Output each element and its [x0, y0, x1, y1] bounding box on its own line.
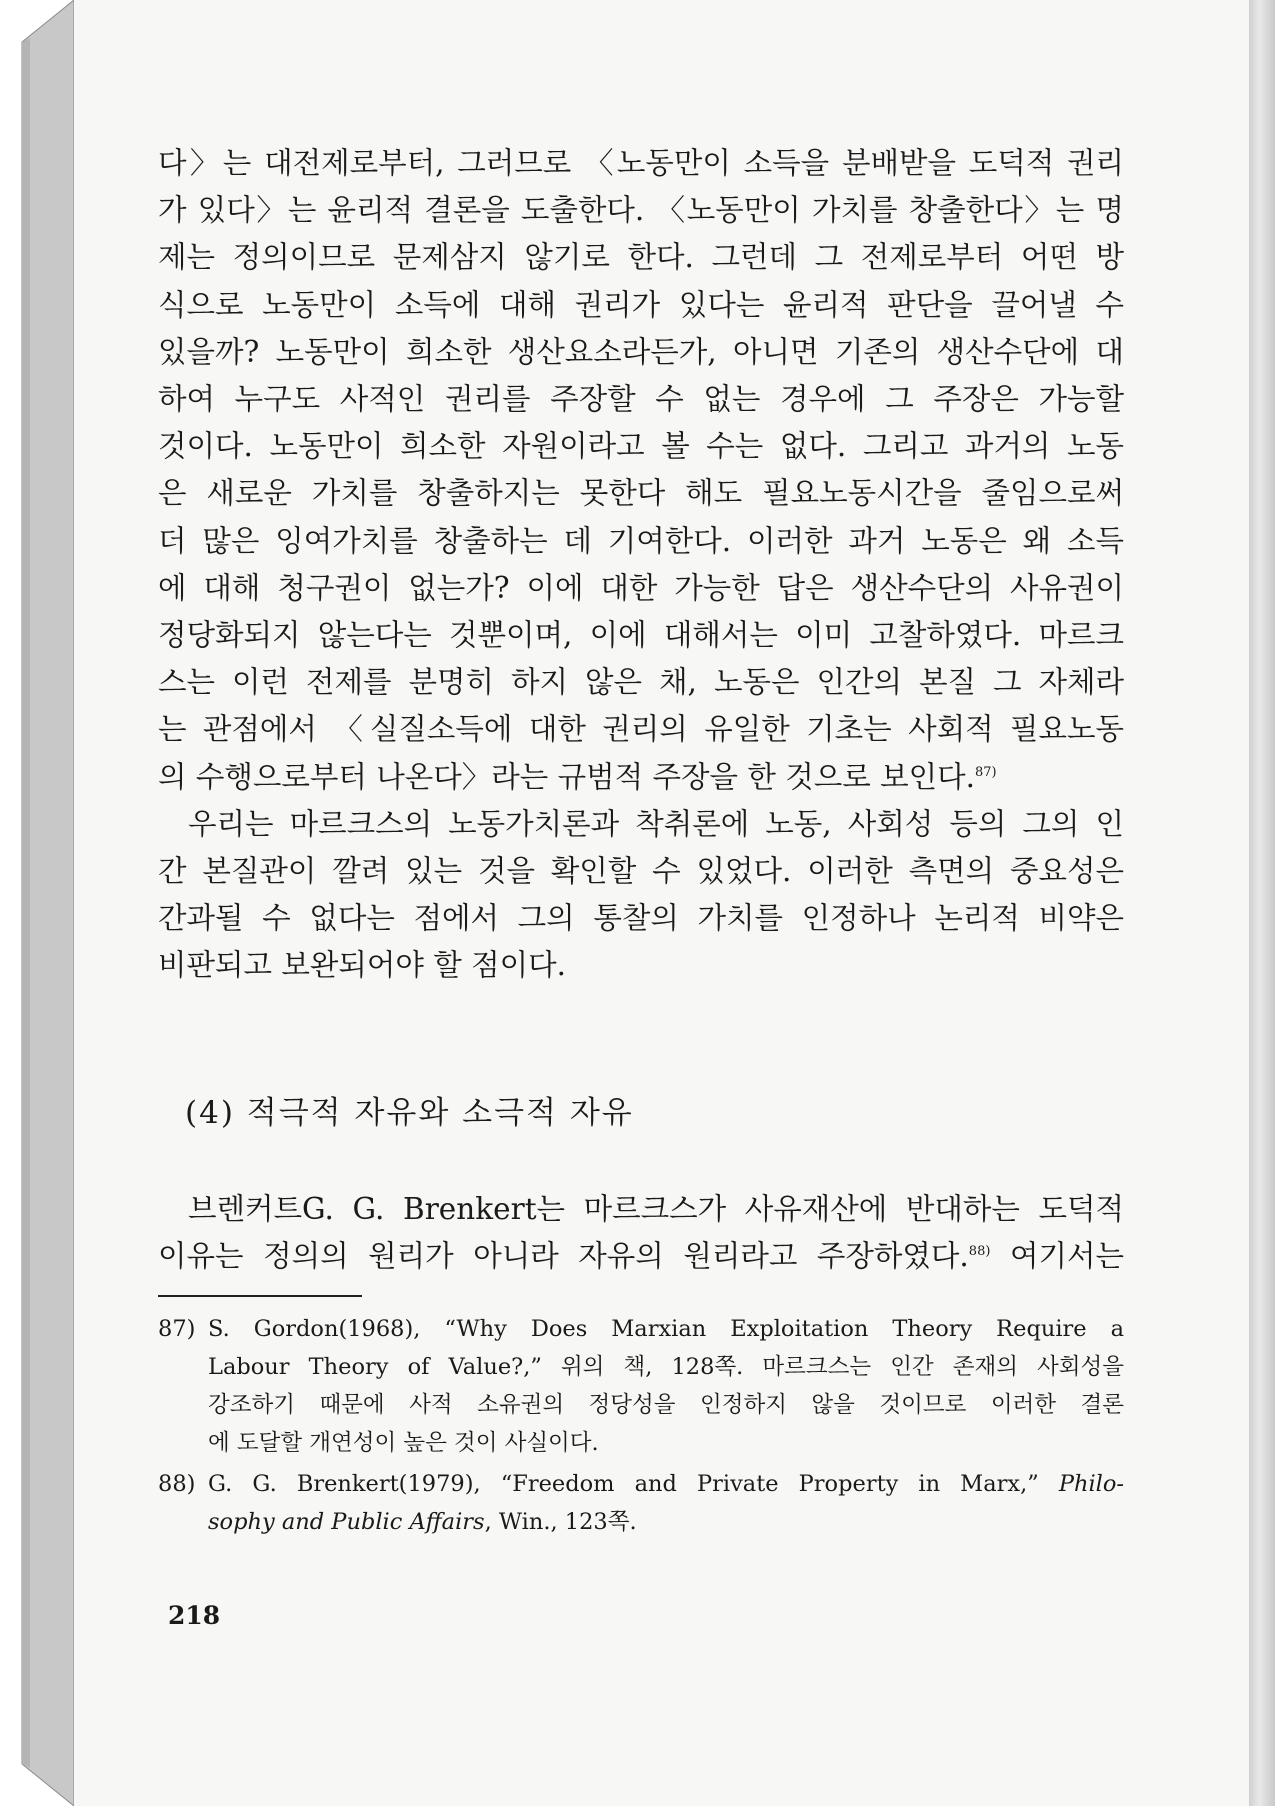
- paragraph-1: [158, 140, 1124, 801]
- text-line: 하여 누구도 사적인 권리를 주장할 수 없는 경우에 그 주장은 가능할: [158, 382, 1124, 417]
- text-line: 비판되고 보완되어야 할 점이다.: [158, 948, 566, 983]
- footnote-line: 에 도달할 개연성이 높은 것이 사실이다.: [208, 1430, 599, 1456]
- footnote-number: 88): [158, 1471, 196, 1497]
- body-text: [158, 140, 1124, 990]
- footnote-line: S. Gordon(1968), “Why Does Marxian Exploitation Theory Require a: [208, 1316, 1124, 1342]
- footnote-ref-87[interactable]: 87): [974, 764, 997, 780]
- text-line-content: 이유는 정의의 원리가 아니라 자유의 원리라고 주장하였다.: [158, 1239, 969, 1273]
- footnote-ref-88[interactable]: 88): [968, 1244, 991, 1260]
- text-line: 는 관점에서 〈실질소득에 대한 권리의 유일한 기초는 사회적 필요노동: [158, 712, 1124, 747]
- footnotes: [158, 1310, 1124, 1544]
- text-line: 에 대해 청구권이 없는가? 이에 대한 가능한 답은 생산수단의 사유권이: [158, 570, 1124, 605]
- text-line: 간 본질관이 깔려 있는 것을 확인할 수 있었다. 이러한 측면의 중요성은: [158, 854, 1124, 889]
- paragraph-3: [158, 1186, 1124, 1280]
- footnote-line: 강조하기 때문에 사적 소유권의 정당성을 인정하지 않을 것이므로 이러한 결론: [208, 1392, 1124, 1418]
- paragraph-2: [158, 801, 1124, 990]
- text-line-content: 의 수행으로부터 나온다〉라는 규범적 주장을 한 것으로 보인다.: [158, 759, 975, 794]
- text-line: 다〉는 대전제로부터, 그러므로 〈노동만이 소득을 분배받을 도덕적 권리: [158, 146, 1124, 180]
- text-line-content: 여기서는: [990, 1239, 1124, 1273]
- text-line: 스는 이런 전제를 분명히 하지 않은 채, 노동은 인간의 본질 그 자체라: [158, 665, 1124, 700]
- footnote-line: [208, 1465, 1124, 1503]
- footnote-text: , Win., 123쪽.: [484, 1509, 637, 1535]
- text-line: [158, 1233, 1124, 1280]
- text-line: 정당화되지 않는다는 것뿐이며, 이에 대해서는 이미 고찰하였다. 마르크: [158, 618, 1124, 653]
- footnote-journal-title: Philo-: [1058, 1471, 1124, 1497]
- section-heading: (4) 적극적 자유와 소극적 자유: [185, 1095, 634, 1131]
- footnote-87: [158, 1310, 1124, 1462]
- text-line: 있을까? 노동만이 희소한 생산요소라든가, 아니면 기존의 생산수단에 대: [158, 334, 1124, 369]
- text-line: 더 많은 잉여가치를 창출하는 데 기여한다. 이러한 과거 노동은 왜 소득: [158, 523, 1124, 558]
- text-line: 우리는 마르크스의 노동가치론과 착취론에 노동, 사회성 등의 그의 인: [188, 806, 1124, 841]
- text-line: 식으로 노동만이 소득에 대해 권리가 있다는 윤리적 판단을 끌어낼 수: [158, 287, 1124, 322]
- text-line: 것이다. 노동만이 희소한 자원이라고 볼 수는 없다. 그리고 과거의 노동: [158, 429, 1124, 464]
- footnote-line: Labour Theory of Value?,” 위의 책, 128쪽. 마르크스는 인간 존재의 사회성을: [208, 1354, 1124, 1380]
- footnote-number: 87): [158, 1316, 196, 1342]
- text-line: 은 새로운 가치를 창출하지는 못한다 해도 필요노동시간을 줄임으로써: [158, 476, 1124, 511]
- text-line: 간과될 수 없다는 점에서 그의 통찰의 가치를 인정하나 논리적 비약은: [158, 901, 1124, 936]
- page-number: 218: [168, 1601, 221, 1630]
- footnote-text: G. G. Brenkert(1979), “Freedom and Private Property in Marx,”: [208, 1471, 1059, 1497]
- footnote-journal-title: sophy and Public Affairs: [208, 1509, 485, 1535]
- footnote-divider: [158, 1295, 362, 1297]
- text-line: [158, 754, 1124, 801]
- text-line: 가 있다〉는 윤리적 결론을 도출한다. 〈노동만이 가치를 창출한다〉는 명: [158, 193, 1124, 228]
- footnote-88: [158, 1465, 1124, 1541]
- page-edge: [1249, 0, 1275, 1806]
- text-line: 제는 정의이므로 문제삼지 않기로 한다. 그런데 그 전제로부터 어떤 방: [158, 240, 1124, 275]
- footnote-line: [208, 1503, 1124, 1541]
- text-line: 브렌커트G. G. Brenkert는 마르크스가 사유재산에 반대하는 도덕적: [188, 1192, 1124, 1226]
